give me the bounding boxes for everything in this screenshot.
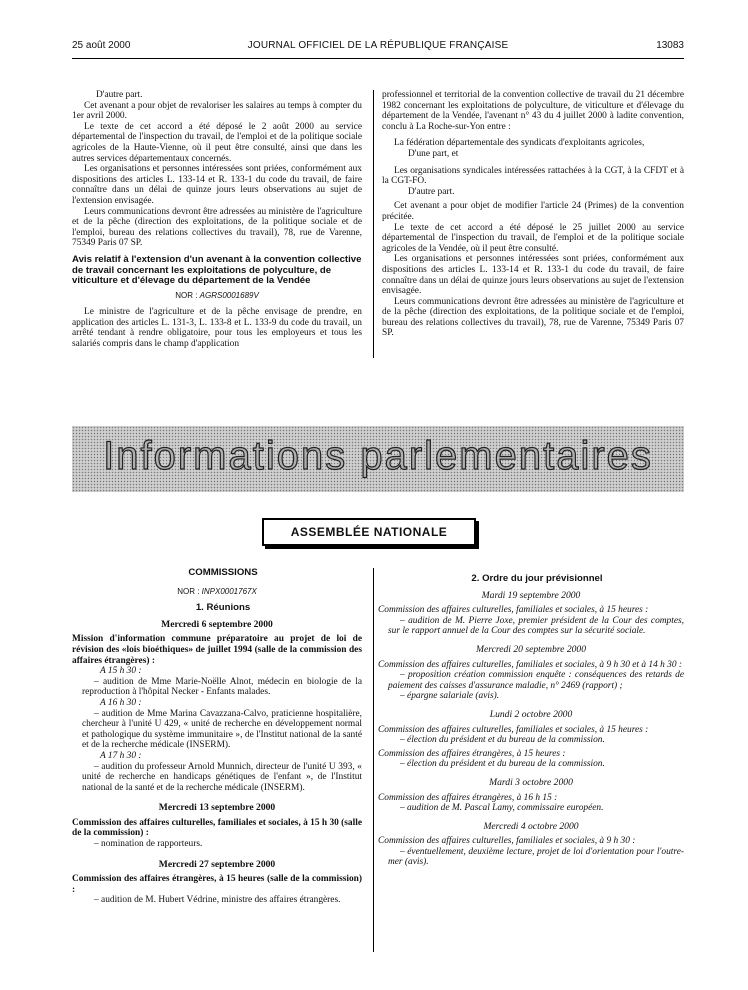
page-header [72, 40, 684, 56]
commission-title: Commission des affaires étrangères, à 15 heures (salle de la commission) : [72, 874, 362, 895]
list-item: – proposition création commission enquête : conséquences des retards de paiement des caisses d'assurance maladie, n° 2469 (rapport) ; [388, 670, 684, 691]
paragraph: La fédération départementale des syndicats d'exploitants agricoles, [394, 138, 645, 149]
mission-title: Mission d'information commune préparatoire au projet de loi de révision des «lois bioéthiques» de juillet 1994 (salle de la commission des affaires étrangères) : [72, 634, 362, 666]
nor-code: AGRS0001689V [199, 290, 259, 300]
date-heading: Mardi 3 octobre 2000 [489, 776, 573, 788]
date-heading: Mercredi 13 septembre 2000 [158, 802, 276, 814]
top-right-column [382, 90, 684, 339]
column-divider [373, 568, 374, 952]
paragraph: Leurs communications devront être adressées au ministère de l'agriculture et de la pêche (direction des exploitations, de la politique sociale et de l'emploi, bureau des relations collectives du travail), 78, rue de Varenne, 75349 Paris 07 SP. [72, 206, 362, 249]
time-label: A 15 h 30 : [100, 666, 142, 677]
list-item: – audition de M. Pascal Lamy, commissaire européen. [400, 803, 604, 814]
commissions-heading: COMMISSIONS [188, 567, 258, 578]
paragraph: D'autre part. [408, 186, 455, 197]
commission-title: Commission des affaires étrangères, à 15 heures : [378, 748, 566, 759]
paragraph: Cet avenant a pour objet de revaloriser les salaires au temps à compter du 1er avril 2000. [72, 100, 362, 122]
nor-code: INPX0001767X [201, 586, 257, 596]
paragraph: Les organisations et personnes intéressées sont priées, conformément aux dispositions des articles L. 133-14 et R. 133-1 du code du travail, de faire connaître dans un délai de quinze jours leurs observations au sujet de l'extension envisagée. [72, 164, 362, 206]
list-item: – élection du président et du bureau de la commission. [400, 759, 605, 770]
date-heading: Mardi 19 septembre 2000 [481, 589, 581, 601]
column-divider [373, 90, 374, 358]
time-label: A 17 h 30 : [100, 750, 142, 761]
nor-label: NOR : [175, 290, 198, 300]
bottom-right-column [378, 574, 684, 868]
list-item: – audition de Mme Marie-Noëlle Alnot, médecin en biologie de la reproduction à l'hôpital Necker - Enfants malades. [82, 676, 362, 698]
date-heading: Mercredi 20 septembre 2000 [475, 643, 587, 655]
paragraph: Les organisations et personnes intéressées sont priées, conformément aux dispositions des articles L. 133-14 et R. 133-1 du code du travail, de faire connaître dans un délai de quinze jours leurs observations au sujet de l'extension envisagée. [382, 254, 684, 297]
header-title: JOURNAL OFFICIEL DE LA RÉPUBLIQUE FRANÇAISE [247, 40, 509, 51]
time-label: A 16 h 30 : [100, 697, 142, 708]
commission-title: Commission des affaires étrangères, à 16 h 15 : [378, 792, 558, 803]
assemblee-nationale-heading: ASSEMBLÉE NATIONALE [262, 518, 476, 546]
commission-title: Commission des affaires culturelles, familiales et sociales, à 15 h 30 (salle de la commission) : [72, 817, 362, 839]
ordre-du-jour-heading: 2. Ordre du jour prévisionnel [471, 573, 603, 584]
avis-title: Avis relatif à l'extension d'un avenant à la convention collective de travail concernant les exploitations de polyculture, de viticulture et d'élevage du département de la Vendée [72, 253, 362, 287]
commission-title: Commission des affaires culturelles, familiales et sociales, à 9 h 30 : [378, 836, 636, 847]
banner-title: Informations parlementaires [103, 434, 653, 478]
list-item: – audition de M. Hubert Védrine, ministre des affaires étrangères. [94, 895, 341, 906]
list-item: – épargne salariale (avis). [400, 691, 500, 702]
commission-title: Commission des affaires culturelles, familiales et sociales, à 9 h 30 et à 14 h 30 : [378, 659, 682, 670]
paragraph: Le ministre de l'agriculture et de la pêche envisage de prendre, en application des articles L. 131-3, L. 133-8 et L. 133-9 du code du travail, un arrêté tendant à rendre obligatoire, pour tous les employeurs et tous les salariés compris dans le champ d'application [72, 307, 362, 350]
nor-label: NOR : [177, 586, 200, 596]
list-item: – nomination de rapporteurs. [94, 839, 203, 850]
paragraph: Leurs communications devront être adressées au ministère de l'agriculture et de la pêche (direction des exploitations, de la politique sociale et de l'emploi, bureau des relations collectives du travail), 78, rue de Varenne, 75349 Paris 07 SP. [382, 296, 684, 339]
commission-title: Commission des affaires culturelles, familiales et sociales, à 15 heures : [378, 724, 649, 735]
paragraph: Le texte de cet accord a été déposé le 2 août 2000 au service départemental de l'inspection du travail, de l'emploi et de la politique sociale agricoles de la Haute-Vienne, où il peut être consulté, ainsi que dans les autres services départementaux concernés. [72, 121, 362, 164]
list-item: – éventuellement, deuxième lecture, projet de loi d'orientation pour l'outre-mer (avis). [388, 846, 684, 868]
paragraph: professionnel et territorial de la convention collective de travail du 21 décembre 1982 concernant les exploitations de polyculture, de viticulture et d'élevage du département de la Vendée, l'avenant n° 43 du 4 juillet 2000 à ladite convention, conclu à La Roche-sur-Yon entre : [382, 90, 684, 132]
section-banner [72, 426, 684, 492]
top-left-column [72, 90, 362, 350]
paragraph: Les organisations syndicales intéressées rattachées à la CGT, à la CFDT et à la CGT-FO. [382, 165, 684, 187]
reunions-heading: 1. Réunions [195, 602, 251, 614]
paragraph: Cet avenant a pour objet de modifier l'article 24 (Primes) de la convention précitée. [382, 201, 684, 222]
bottom-left-column [72, 568, 362, 906]
paragraph: D'une part, et [408, 148, 459, 159]
paragraph: D'autre part. [96, 90, 143, 100]
date-heading: Mercredi 27 septembre 2000 [158, 858, 276, 870]
header-page-number: 13083 [656, 40, 684, 51]
list-item: – audition du professeur Arnold Munnich, directeur de l'unité U 393, « unité de recherche en handicaps génétiques de l'enfant », de l'Institut national de la santé et de la recherche médicale (INSERM). [82, 761, 362, 793]
list-item: – audition de M. Pierre Joxe, premier président de la Cour des comptes, sur le rapport annuel de la Cour des comptes sur la sécurité sociale. [388, 615, 684, 637]
commission-title: Commission des affaires culturelles, familiales et sociales, à 15 heures : [378, 605, 649, 616]
nor-reference [72, 587, 362, 598]
date-heading: Mercredi 6 septembre 2000 [161, 618, 273, 630]
date-heading: Mercredi 4 octobre 2000 [483, 820, 579, 832]
date-heading: Lundi 2 octobre 2000 [489, 708, 573, 720]
paragraph: Le texte de cet accord a été déposé le 25 juillet 2000 au service départemental de l'inspection du travail, de l'emploi et de la politique sociale agricoles de la Vendée, où il peut être consulté. [382, 222, 684, 254]
header-rule [72, 58, 684, 59]
list-item: – audition de Mme Marina Cavazzana-Calvo, praticienne hospitalière, chercheur à l'unité U 429, « unité de recherche en développement normal et pathologique du système immunitaire », de l'Institut national de la santé et de la recherche médicale (INSERM). [82, 708, 362, 751]
nor-reference [72, 291, 362, 302]
list-item: – élection du président et du bureau de la commission. [400, 735, 605, 746]
header-date: 25 août 2000 [72, 40, 131, 51]
